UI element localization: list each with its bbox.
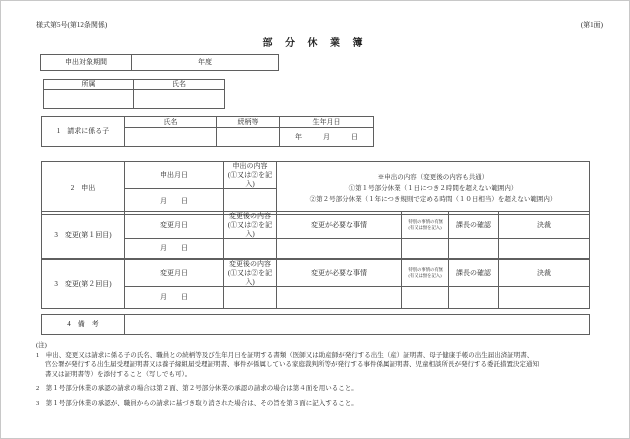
change1-reason-input-cell[interactable] xyxy=(277,239,402,259)
change2-special-header: 特別の事情の有無 (有又は無を記入) xyxy=(402,260,449,287)
change1-reason-header: 変更が必要な事情 xyxy=(277,212,402,239)
child-birth-header: 生年月日 xyxy=(280,117,374,128)
employee-table xyxy=(43,79,225,109)
request-date-input-cell[interactable]: 月 日 xyxy=(125,189,224,215)
child-relation-input-cell[interactable] xyxy=(217,128,280,147)
remarks-input-cell[interactable] xyxy=(125,315,590,335)
affiliation-input-cell[interactable] xyxy=(44,90,134,109)
change2-section-label: 3 変更(第２回目) xyxy=(42,260,125,309)
affiliation-header: 所属 xyxy=(44,80,134,90)
change2-approval-header: 決裁 xyxy=(499,260,590,287)
change1-special-header: 特別の事情の有無 (有又は無を記入) xyxy=(402,212,449,239)
request-table xyxy=(41,161,590,215)
change2-content-input-cell[interactable] xyxy=(224,287,277,309)
request-note: ※申出の内容（変更後の内容も共通） ①第１号部分休業（１日につき２時間を超えない範囲内） ②第２号部分休業（１年につき規則で定める時間（１０日相当）を超えない範囲内） xyxy=(277,162,590,215)
child-name-header: 氏名 xyxy=(125,117,217,128)
change1-table xyxy=(41,211,590,259)
change1-confirm-input-cell[interactable] xyxy=(449,239,499,259)
change2-reason-header: 変更が必要な事情 xyxy=(277,260,402,287)
change2-reason-input-cell[interactable] xyxy=(277,287,402,309)
footnote-3: 3 第１号部分休業の承認が、職員からの請求に基づき取り消された場合は、その旨を第３面に記入すること。 xyxy=(36,399,358,407)
form-code: 様式第5号(第12条関係) xyxy=(36,21,108,29)
change2-confirm-input-cell[interactable] xyxy=(449,287,499,309)
request-content-header: 申出の内容 (①又は②を記入) xyxy=(224,162,277,189)
request-section-label: 2 申出 xyxy=(42,162,125,215)
footnote-1-line1: 1 申出、変更又は請求に係る子の氏名、職員との続柄等及び生年月日を証明する書類（医師又は助産師が発行する出生（産）証明書、母子健康手帳の出生届出済証明書、 xyxy=(36,351,534,359)
change2-special-input-cell[interactable] xyxy=(402,287,449,309)
footnote-title: (注) xyxy=(36,342,47,349)
footnotes xyxy=(36,341,601,408)
period-table xyxy=(40,54,279,71)
name-input-cell[interactable] xyxy=(134,90,225,109)
change1-content-header: 変更後の内容 (①又は②を記入) xyxy=(224,212,277,239)
change1-confirm-header: 課長の確認 xyxy=(449,212,499,239)
remarks-section-label: 4 備 考 xyxy=(42,315,125,335)
change1-special-input-cell[interactable] xyxy=(402,239,449,259)
change1-approval-input-cell[interactable] xyxy=(499,239,590,259)
change2-date-header: 変更月日 xyxy=(125,260,224,287)
child-name-input-cell[interactable] xyxy=(125,128,217,147)
change2-confirm-header: 課長の確認 xyxy=(449,260,499,287)
change1-section-label: 3 変更(第１回目) xyxy=(42,212,125,259)
page-title: 部 分 休 業 簿 xyxy=(262,38,368,49)
change1-approval-header: 決裁 xyxy=(499,212,590,239)
child-relation-header: 続柄等 xyxy=(217,117,280,128)
period-input-cell[interactable]: 年度 xyxy=(132,55,279,71)
footnote-1-line3: 書又は証明書等）を添付すること（写しでも可）。 xyxy=(45,370,192,378)
request-date-header: 申出月日 xyxy=(125,162,224,189)
period-label: 申出対象期間 xyxy=(41,55,132,71)
footnote-2: 2 第１号部分休業の承認の請求の場合は第２面、第２号部分休業の承認の請求の場合は第４面を用いること。 xyxy=(36,385,358,392)
child-table xyxy=(41,116,374,147)
change2-table xyxy=(41,259,590,309)
change1-date-input-cell[interactable]: 月 日 xyxy=(125,239,224,259)
change2-date-input-cell[interactable]: 月 日 xyxy=(125,287,224,309)
footnote-1-line2: 官公署が発行する出生届受理証明書又は養子縁組届受理証明書、事件が係属している家庭裁判所等が発行する事件係属証明書、児童相談所長が発行する委託措置決定通知 xyxy=(45,361,539,368)
change1-date-header: 変更月日 xyxy=(125,212,224,239)
child-section-label: 1 請求に係る子 xyxy=(42,117,125,147)
change2-approval-input-cell[interactable] xyxy=(499,287,590,309)
remarks-table xyxy=(41,314,590,335)
page-marker: (第1面) xyxy=(580,21,603,29)
change2-content-header: 変更後の内容 (①又は②を記入) xyxy=(224,260,277,287)
change1-content-input-cell[interactable] xyxy=(224,239,277,259)
child-birth-input-cell[interactable]: 年 月 日 xyxy=(280,128,374,147)
name-header: 氏名 xyxy=(134,80,225,90)
